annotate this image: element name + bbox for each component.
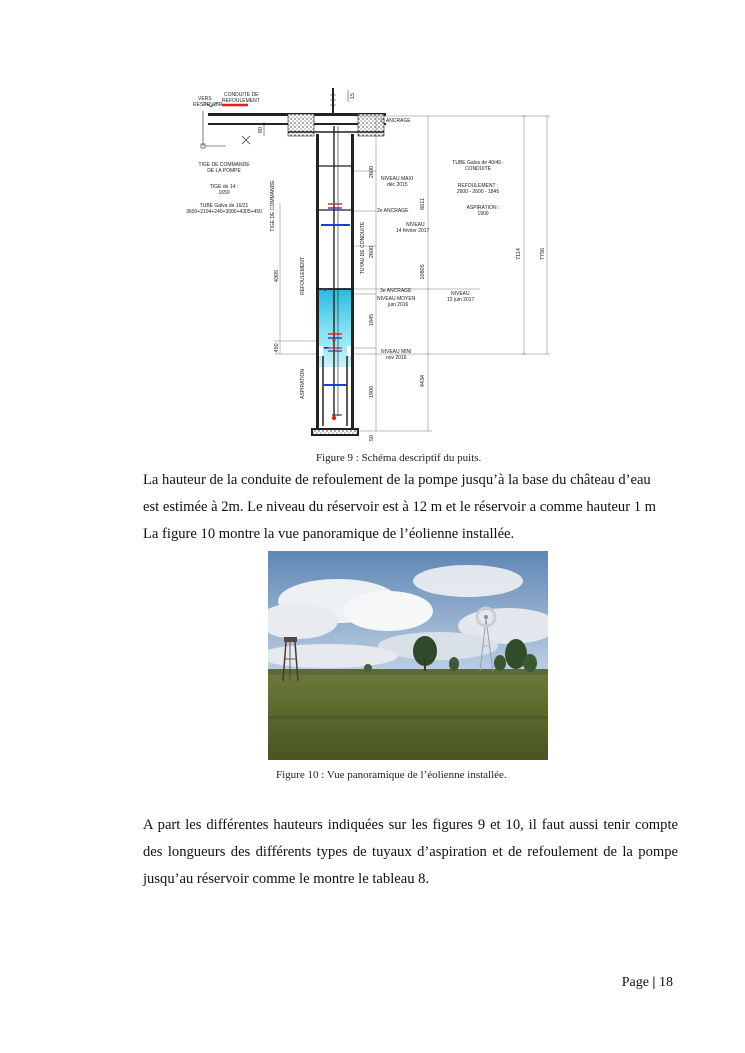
- water-column: [319, 289, 351, 367]
- label-reservoir: RESERVOIR: [193, 102, 223, 108]
- label-niveau-moyen: NIVEAU MOYEN: [377, 296, 416, 302]
- dim-4434: 4434: [420, 374, 426, 388]
- page-number: 18: [659, 975, 673, 990]
- label-tige-length: 1650: [218, 190, 230, 196]
- label-de-la-pompe: DE LA POMPE: [207, 168, 241, 174]
- label-aspiration-vertical: ASPIRATION: [300, 369, 306, 399]
- label-vers: VERS: [198, 96, 212, 102]
- label-aspiration-block: ASPIRATION :: [466, 205, 500, 211]
- label-conduite-de: CONDUITE DE: [224, 92, 259, 98]
- label-tuyau-conduite-vertical: TUYAU DE CONDUITE: [360, 221, 366, 275]
- label-niveau-moyen-date: juin 2016: [388, 302, 409, 308]
- label-refoulement: REFOULEMENT: [222, 98, 260, 104]
- label-niveau-maxi: NIVEAU MAXI: [381, 176, 414, 182]
- paragraph-2: A part les différentes hauteurs indiquées sur les figures 9 et 10, il faut aussi tenir compte des longueurs des différents types de tuyaux d’aspiration et de refoulement de la pompe jusqu’au réservoir comme le montre le tableau 8.: [143, 817, 678, 887]
- label-tige-de-commande-vertical: TIGE DE COMMANDE: [270, 180, 276, 232]
- dim-80: 80: [258, 126, 264, 134]
- dim-1845: 1845: [369, 313, 375, 327]
- dim-2600-upper: 2600: [369, 165, 375, 179]
- dim-7756: 7756: [540, 247, 546, 261]
- label-ancrage-low: 3e ANCRAGE: [380, 288, 412, 294]
- label-tube-16-21: TUBE Galva de 16/21: [199, 203, 249, 209]
- paragraph-line-1: La hauteur de la conduite de refoulement de la pompe jusqu’à la base du château d’eau: [143, 472, 651, 488]
- dim-15: 15: [350, 92, 356, 100]
- label-ancrage-mid: 2e ANCRAGE: [377, 208, 409, 214]
- dim-2600-lower: 2600: [369, 245, 375, 259]
- dim-4305: 4305: [274, 269, 280, 283]
- page-label: Page: [621, 975, 649, 990]
- label-refoulement-vertical: REFOULEMENT: [300, 257, 306, 295]
- label-tube-conduite: CONDUITE: [464, 166, 492, 172]
- label-niveau-mini-date: nov 2016: [386, 355, 407, 361]
- dim-1900: 1900: [369, 385, 375, 399]
- label-ancrage-top: 1° ANCRAGE: [380, 118, 411, 124]
- well-schematic-figure: [170, 86, 570, 442]
- label-tube-galva: TUBE Galva de 40/49 :: [452, 160, 504, 166]
- dim-6611: 6611: [420, 198, 426, 210]
- paragraph-line-3: La figure 10 montre la vue panoramique de l’éolienne installée.: [143, 526, 515, 542]
- figure-9-caption: Figure 9 : Schéma descriptif du puits.: [316, 452, 482, 464]
- label-niveau-juin-date: 12 juin 2017: [447, 297, 475, 303]
- page-separator: |: [652, 975, 656, 990]
- label-tige-size: TIGE de 14 :: [209, 184, 239, 190]
- dim-10805: 10805: [420, 264, 426, 280]
- dim-50: 50: [369, 434, 375, 442]
- dim-7114: 7114: [516, 248, 522, 260]
- paragraph-line-2: est estimée à 2m. Le niveau du réservoir est à 12 m et le réservoir a comme hauteur 1 m: [143, 499, 657, 515]
- wind-turbine-panorama-photo: [268, 551, 548, 760]
- label-refoulement-lengths: 2600 - 2600 - 1845: [456, 189, 500, 195]
- figure-10-caption: Figure 10 : Vue panoramique de l’éolienne installée.: [276, 769, 507, 781]
- label-aspiration-length: 1900: [477, 211, 489, 217]
- label-niveau-fev-date: 14 février 2017: [396, 228, 430, 234]
- page-footer: [622, 975, 673, 991]
- label-niveau-juin: NIVEAU: [451, 291, 470, 297]
- label-niveau-maxi-date: déc 2015: [387, 182, 408, 188]
- label-refoulement-block: REFOULEMENT :: [457, 183, 499, 189]
- label-tube-lengths: 3600+2104+240+3000+4305+450: [186, 209, 262, 215]
- label-niveau-mini: NIVEAU MINI: [381, 349, 412, 355]
- label-tige-commande: TIGE DE COMMANDE: [198, 162, 250, 168]
- dim-450: 450: [274, 343, 280, 353]
- label-niveau-fev: NIVEAU: [406, 222, 425, 228]
